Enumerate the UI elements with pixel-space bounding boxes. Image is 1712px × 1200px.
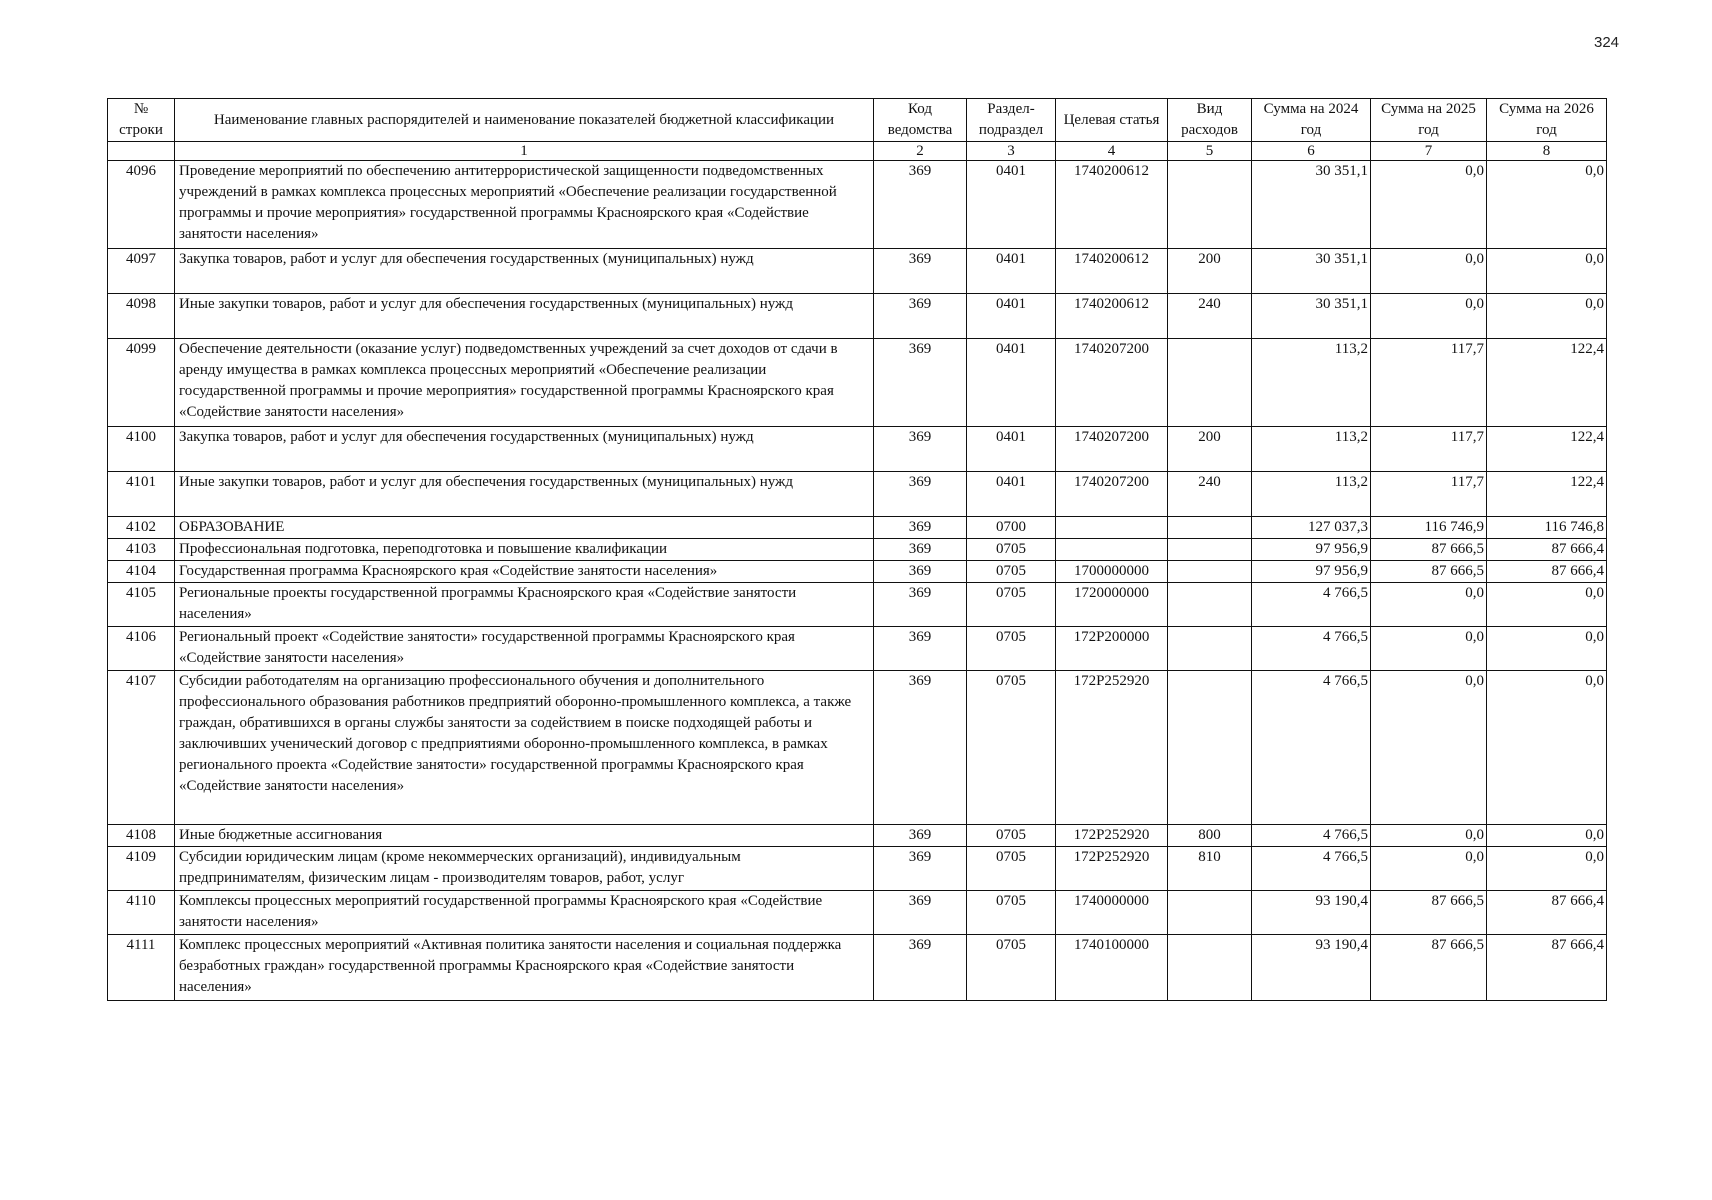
row-section: 0700 xyxy=(967,517,1056,539)
row-sum-2024: 4 766,5 xyxy=(1252,671,1371,825)
row-sum-2024: 93 190,4 xyxy=(1252,891,1371,935)
table-row xyxy=(108,249,1607,294)
page-number: 324 xyxy=(1594,34,1620,51)
row-target: 1720000000 xyxy=(1056,583,1168,627)
row-exp-type xyxy=(1168,891,1252,935)
header-sum-2024: Сумма на 2024 год xyxy=(1252,99,1371,142)
row-number: 4102 xyxy=(108,517,175,539)
row-sum-2026: 122,4 xyxy=(1487,472,1607,517)
row-sum-2025: 0,0 xyxy=(1371,583,1487,627)
row-name: Региональные проекты государственной программы Красноярского края «Содействие занятости населения» xyxy=(175,583,874,627)
row-dept-code: 369 xyxy=(874,539,967,561)
row-sum-2025: 0,0 xyxy=(1371,249,1487,294)
table-row xyxy=(108,561,1607,583)
row-number: 4099 xyxy=(108,339,175,427)
column-index: 2 xyxy=(874,142,967,161)
header-sum-2026: Сумма на 2026 год xyxy=(1487,99,1607,142)
column-index: 8 xyxy=(1487,142,1607,161)
row-name: Комплексы процессных мероприятий государственной программы Красноярского края «Содействие занятости населения» xyxy=(175,891,874,935)
row-sum-2025: 0,0 xyxy=(1371,847,1487,891)
table-row xyxy=(108,539,1607,561)
row-section: 0705 xyxy=(967,627,1056,671)
row-sum-2024: 113,2 xyxy=(1252,339,1371,427)
row-name: Закупка товаров, работ и услуг для обеспечения государственных (муниципальных) нужд xyxy=(175,427,874,472)
table-row xyxy=(108,891,1607,935)
row-sum-2025: 0,0 xyxy=(1371,294,1487,339)
row-dept-code: 369 xyxy=(874,935,967,1001)
row-name: ОБРАЗОВАНИЕ xyxy=(175,517,874,539)
row-sum-2024: 97 956,9 xyxy=(1252,539,1371,561)
header-name: Наименование главных распорядителей и наименование показателей бюджетной классификации xyxy=(175,99,874,142)
row-target: 1740207200 xyxy=(1056,472,1168,517)
column-index: 6 xyxy=(1252,142,1371,161)
row-number: 4096 xyxy=(108,161,175,249)
row-name: Региональный проект «Содействие занятости» государственной программы Красноярского края «Содействие занятости населения» xyxy=(175,627,874,671)
budget-table xyxy=(107,98,1607,1001)
row-target xyxy=(1056,539,1168,561)
row-exp-type: 240 xyxy=(1168,472,1252,517)
row-sum-2025: 117,7 xyxy=(1371,339,1487,427)
row-name: Субсидии работодателям на организацию профессионального обучения и дополнительного профессионального образования работников предприятий оборонно-промышленного комплекса, а также граждан, обратившихся в органы службы занятости за содействием в поиске подходящей работы и заключивших ученический договор с предприятиями оборонно-промышленного комплекса, в рамках регионального проекта «Содействие занятости» государственной программы Красноярского края «Содействие занятости населения» xyxy=(175,671,874,825)
row-number: 4110 xyxy=(108,891,175,935)
row-number: 4105 xyxy=(108,583,175,627)
row-sum-2026: 0,0 xyxy=(1487,671,1607,825)
row-section: 0401 xyxy=(967,249,1056,294)
row-section: 0401 xyxy=(967,339,1056,427)
column-index xyxy=(108,142,175,161)
row-sum-2024: 4 766,5 xyxy=(1252,583,1371,627)
row-sum-2026: 87 666,4 xyxy=(1487,539,1607,561)
row-dept-code: 369 xyxy=(874,627,967,671)
row-sum-2026: 122,4 xyxy=(1487,339,1607,427)
row-exp-type xyxy=(1168,671,1252,825)
row-sum-2025: 117,7 xyxy=(1371,472,1487,517)
row-target: 1740100000 xyxy=(1056,935,1168,1001)
row-target: 1740200612 xyxy=(1056,294,1168,339)
row-number: 4097 xyxy=(108,249,175,294)
row-exp-type: 240 xyxy=(1168,294,1252,339)
row-section: 0705 xyxy=(967,935,1056,1001)
row-dept-code: 369 xyxy=(874,891,967,935)
row-dept-code: 369 xyxy=(874,161,967,249)
row-dept-code: 369 xyxy=(874,583,967,627)
row-section: 0705 xyxy=(967,539,1056,561)
table-row xyxy=(108,847,1607,891)
header-sum-2025: Сумма на 2025 год xyxy=(1371,99,1487,142)
header-row-no: № строки xyxy=(108,99,175,142)
row-section: 0705 xyxy=(967,583,1056,627)
row-sum-2025: 117,7 xyxy=(1371,427,1487,472)
row-dept-code: 369 xyxy=(874,561,967,583)
column-index: 1 xyxy=(175,142,874,161)
row-sum-2025: 0,0 xyxy=(1371,161,1487,249)
column-index: 5 xyxy=(1168,142,1252,161)
row-sum-2026: 87 666,4 xyxy=(1487,561,1607,583)
row-dept-code: 369 xyxy=(874,294,967,339)
row-sum-2025: 87 666,5 xyxy=(1371,561,1487,583)
table-row xyxy=(108,339,1607,427)
row-name: Закупка товаров, работ и услуг для обеспечения государственных (муниципальных) нужд xyxy=(175,249,874,294)
row-sum-2026: 0,0 xyxy=(1487,847,1607,891)
row-sum-2024: 97 956,9 xyxy=(1252,561,1371,583)
row-sum-2025: 87 666,5 xyxy=(1371,539,1487,561)
row-section: 0401 xyxy=(967,472,1056,517)
row-sum-2026: 87 666,4 xyxy=(1487,935,1607,1001)
row-dept-code: 369 xyxy=(874,249,967,294)
row-target: 172P252920 xyxy=(1056,847,1168,891)
row-exp-type xyxy=(1168,161,1252,249)
column-index: 3 xyxy=(967,142,1056,161)
table-row xyxy=(108,472,1607,517)
row-number: 4111 xyxy=(108,935,175,1001)
row-number: 4108 xyxy=(108,825,175,847)
row-sum-2024: 4 766,5 xyxy=(1252,847,1371,891)
row-dept-code: 369 xyxy=(874,427,967,472)
row-sum-2024: 30 351,1 xyxy=(1252,294,1371,339)
row-section: 0705 xyxy=(967,847,1056,891)
row-sum-2024: 113,2 xyxy=(1252,472,1371,517)
row-number: 4107 xyxy=(108,671,175,825)
row-target: 1740000000 xyxy=(1056,891,1168,935)
row-sum-2024: 4 766,5 xyxy=(1252,627,1371,671)
row-target xyxy=(1056,517,1168,539)
row-name: Иные закупки товаров, работ и услуг для обеспечения государственных (муниципальных) нужд xyxy=(175,294,874,339)
row-sum-2026: 0,0 xyxy=(1487,249,1607,294)
row-name: Обеспечение деятельности (оказание услуг) подведомственных учреждений за счет доходов от сдачи в аренду имущества в рамках комплекса процессных мероприятий «Обеспечение реализации государственной программы и прочие мероприятия» государственной программы Красноярского края «Содействие занятости населения» xyxy=(175,339,874,427)
row-sum-2026: 122,4 xyxy=(1487,427,1607,472)
row-exp-type: 800 xyxy=(1168,825,1252,847)
row-sum-2024: 4 766,5 xyxy=(1252,825,1371,847)
row-name: Иные бюджетные ассигнования xyxy=(175,825,874,847)
row-number: 4100 xyxy=(108,427,175,472)
row-name: Комплекс процессных мероприятий «Активная политика занятости населения и социальная поддержка безработных граждан» государственной программы Красноярского края «Содействие занятости населения» xyxy=(175,935,874,1001)
row-target: 1740207200 xyxy=(1056,339,1168,427)
row-target: 172P200000 xyxy=(1056,627,1168,671)
row-sum-2026: 0,0 xyxy=(1487,825,1607,847)
row-exp-type xyxy=(1168,517,1252,539)
row-sum-2025: 0,0 xyxy=(1371,627,1487,671)
row-exp-type: 200 xyxy=(1168,249,1252,294)
row-sum-2026: 0,0 xyxy=(1487,583,1607,627)
row-section: 0705 xyxy=(967,671,1056,825)
table-row xyxy=(108,671,1607,825)
table-row xyxy=(108,161,1607,249)
row-dept-code: 369 xyxy=(874,847,967,891)
row-number: 4104 xyxy=(108,561,175,583)
row-number: 4098 xyxy=(108,294,175,339)
table-row xyxy=(108,517,1607,539)
row-sum-2026: 0,0 xyxy=(1487,627,1607,671)
row-exp-type xyxy=(1168,561,1252,583)
row-name: Иные закупки товаров, работ и услуг для обеспечения государственных (муниципальных) нужд xyxy=(175,472,874,517)
row-exp-type xyxy=(1168,539,1252,561)
row-target: 172P252920 xyxy=(1056,671,1168,825)
table-row xyxy=(108,583,1607,627)
row-dept-code: 369 xyxy=(874,517,967,539)
header-row xyxy=(108,99,1607,142)
row-sum-2025: 0,0 xyxy=(1371,825,1487,847)
row-sum-2024: 127 037,3 xyxy=(1252,517,1371,539)
table-row xyxy=(108,294,1607,339)
row-target: 1740200612 xyxy=(1056,161,1168,249)
table-row xyxy=(108,627,1607,671)
row-target: 1700000000 xyxy=(1056,561,1168,583)
column-index: 4 xyxy=(1056,142,1168,161)
row-sum-2024: 113,2 xyxy=(1252,427,1371,472)
row-section: 0705 xyxy=(967,561,1056,583)
row-number: 4101 xyxy=(108,472,175,517)
row-number: 4109 xyxy=(108,847,175,891)
row-section: 0705 xyxy=(967,825,1056,847)
row-name: Государственная программа Красноярского края «Содействие занятости населения» xyxy=(175,561,874,583)
row-dept-code: 369 xyxy=(874,339,967,427)
header-section: Раздел-подраздел xyxy=(967,99,1056,142)
header-exp-type: Вид расходов xyxy=(1168,99,1252,142)
row-sum-2024: 30 351,1 xyxy=(1252,161,1371,249)
row-exp-type xyxy=(1168,339,1252,427)
row-sum-2025: 116 746,9 xyxy=(1371,517,1487,539)
row-sum-2024: 30 351,1 xyxy=(1252,249,1371,294)
row-section: 0401 xyxy=(967,294,1056,339)
row-name: Проведение мероприятий по обеспечению антитеррористической защищенности подведомственных учреждений в рамках комплекса процессных мероприятий «Обеспечение реализации государственной программы и прочие мероприятия» государственной программы Красноярского края «Содействие занятости населения» xyxy=(175,161,874,249)
row-name: Профессиональная подготовка, переподготовка и повышение квалификации xyxy=(175,539,874,561)
row-section: 0705 xyxy=(967,891,1056,935)
row-section: 0401 xyxy=(967,161,1056,249)
header-target: Целевая статья xyxy=(1056,99,1168,142)
row-sum-2026: 0,0 xyxy=(1487,161,1607,249)
row-sum-2025: 0,0 xyxy=(1371,671,1487,825)
row-sum-2026: 116 746,8 xyxy=(1487,517,1607,539)
header-dept-code: Код ведомства xyxy=(874,99,967,142)
row-target: 1740200612 xyxy=(1056,249,1168,294)
row-exp-type xyxy=(1168,583,1252,627)
row-number: 4103 xyxy=(108,539,175,561)
row-section: 0401 xyxy=(967,427,1056,472)
row-sum-2025: 87 666,5 xyxy=(1371,935,1487,1001)
row-exp-type xyxy=(1168,935,1252,1001)
row-name: Субсидии юридическим лицам (кроме некоммерческих организаций), индивидуальным предпринимателям, физическим лицам - производителям товаров, работ, услуг xyxy=(175,847,874,891)
table-row xyxy=(108,825,1607,847)
row-exp-type: 200 xyxy=(1168,427,1252,472)
row-exp-type xyxy=(1168,627,1252,671)
row-sum-2025: 87 666,5 xyxy=(1371,891,1487,935)
row-sum-2024: 93 190,4 xyxy=(1252,935,1371,1001)
row-target: 1740207200 xyxy=(1056,427,1168,472)
row-dept-code: 369 xyxy=(874,671,967,825)
row-dept-code: 369 xyxy=(874,825,967,847)
row-sum-2026: 87 666,4 xyxy=(1487,891,1607,935)
row-sum-2026: 0,0 xyxy=(1487,294,1607,339)
row-target: 172P252920 xyxy=(1056,825,1168,847)
row-dept-code: 369 xyxy=(874,472,967,517)
row-number: 4106 xyxy=(108,627,175,671)
table-row xyxy=(108,427,1607,472)
row-exp-type: 810 xyxy=(1168,847,1252,891)
column-index: 7 xyxy=(1371,142,1487,161)
column-index-row xyxy=(108,142,1607,161)
table-row xyxy=(108,935,1607,1001)
